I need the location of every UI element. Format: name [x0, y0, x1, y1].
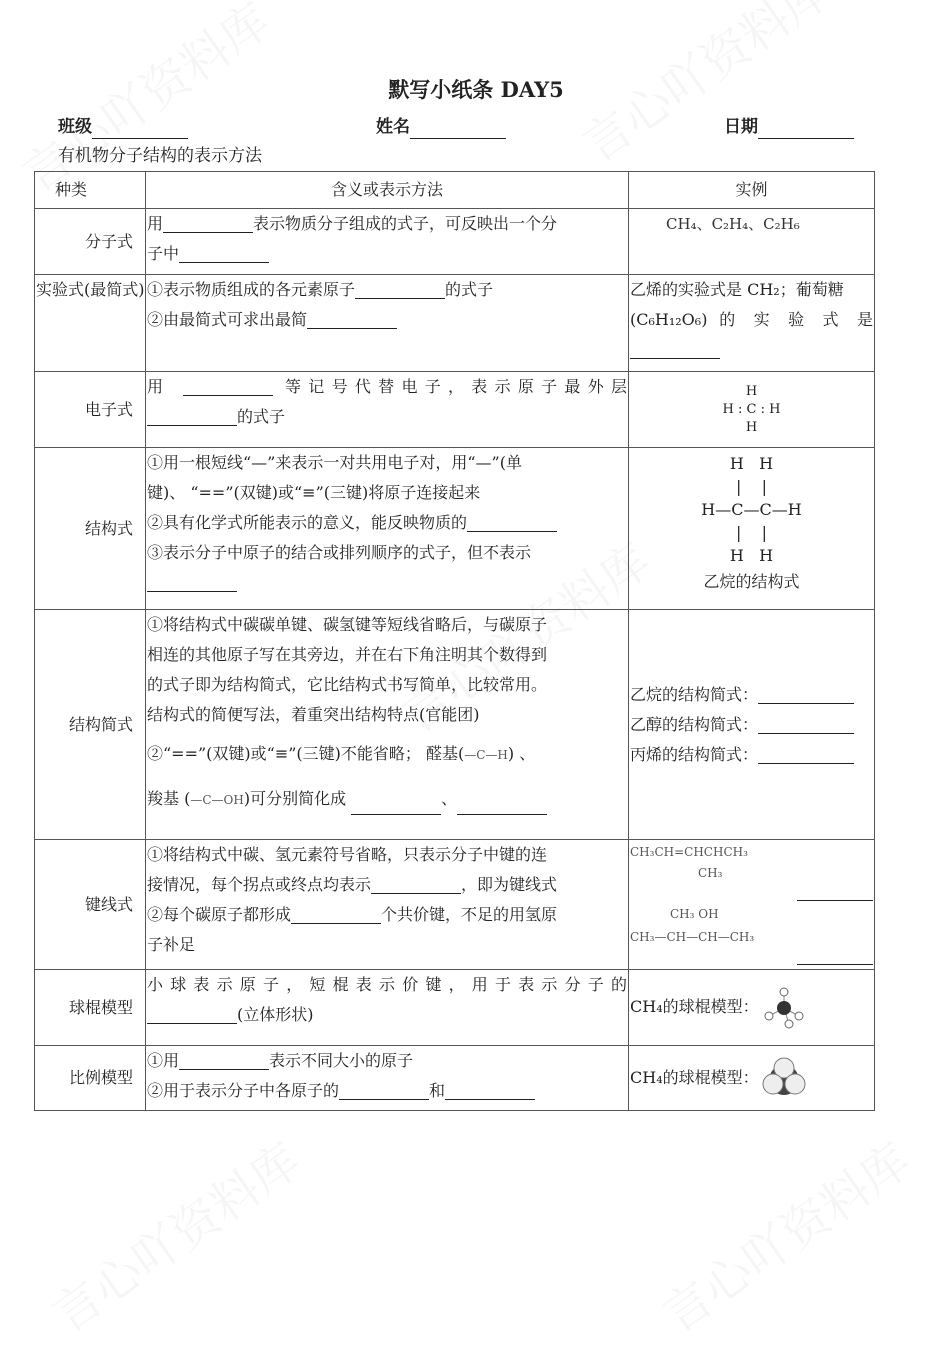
text: 子补足: [147, 935, 196, 954]
text: ①将结构式中碳、氢元素符号省略，只表示分子中键的连: [147, 845, 548, 864]
description-line: [147, 840, 627, 870]
name-label: 姓名: [376, 117, 410, 137]
example-text: 乙烯的实验式是 CH₂；葡萄糖: [630, 280, 844, 299]
description-line: [147, 448, 627, 478]
description-line: [147, 568, 627, 598]
text: 的式子即为结构简式，它比结构式书写简单，比较常用。: [147, 675, 548, 694]
description-line: [147, 970, 627, 1000]
text: 用: [147, 214, 164, 233]
example-text: 乙醇的结构简式：: [630, 714, 759, 734]
example-text: (C₆H₁₂O₆) 的 实 验 式 是: [630, 310, 873, 329]
example-text: CH₃—CH—CH—CH₃: [630, 930, 755, 944]
text: )可分别简化成: [243, 789, 352, 808]
example-text: CH₄的球棍模型：: [630, 1067, 759, 1087]
description-cell: [146, 209, 629, 275]
type-cell: 电子式: [35, 372, 146, 448]
text: ②用于表示分子中各原子的: [147, 1081, 340, 1100]
description-cell: [146, 970, 629, 1046]
example-text: CH₄的球棍模型：: [630, 997, 759, 1017]
example-line: [630, 710, 873, 740]
fill-blank[interactable]: [147, 573, 237, 592]
description-line: [147, 209, 627, 239]
fill-blank[interactable]: [797, 882, 873, 901]
fill-blank[interactable]: [630, 340, 720, 359]
ethane-structural-formula: H H | | H—C—C—H | | H H: [701, 454, 802, 565]
text: 子中: [147, 244, 180, 263]
example-line: [630, 680, 873, 710]
class-field[interactable]: [58, 115, 188, 139]
description-line: [147, 478, 627, 508]
text: ①将结构式中碳碳单键、碳氢键等短线省略后，与碳原子: [147, 615, 548, 634]
example-cell: [629, 372, 875, 448]
section-title: 有机物分子结构的表示方法: [58, 146, 262, 166]
text: 表示物质分子组成的式子，可反映出一个分: [253, 214, 558, 233]
table-row: [35, 610, 875, 840]
type-cell: 结构式: [35, 448, 146, 610]
description-line: [147, 1000, 627, 1030]
text: ②“==”(双键)或“≡”(三键)不能省略； 醛基(: [147, 744, 465, 763]
example-text: H: [745, 419, 758, 435]
column-header: 种类: [35, 172, 146, 209]
description-line: [147, 239, 627, 269]
fill-blank[interactable]: [758, 715, 854, 734]
table-row: [35, 209, 875, 275]
text: 键)、 “==”(双键)或“≡”(三键)将原子连接起来: [147, 483, 481, 502]
table-row: [35, 840, 875, 970]
example-text: CH₃ OH: [670, 907, 719, 921]
description-line: [147, 508, 627, 538]
text: 小球表示原子，短棍表示价键，用于表示分子的: [147, 975, 627, 994]
watermark: [36, 1124, 312, 1346]
space-filling-model-icon: [759, 1056, 809, 1100]
description-cell: [146, 840, 629, 970]
description-line: [147, 305, 627, 335]
type-cell: 键线式: [35, 840, 146, 970]
example-text: CH₄、C₂H₄、C₂H₆: [666, 215, 800, 233]
type-cell: 比例模型: [35, 1046, 146, 1111]
text: ①用: [147, 1051, 180, 1070]
example-line: [630, 985, 873, 1030]
example-cell: [629, 448, 875, 610]
fill-blank[interactable]: [291, 905, 381, 924]
example-line: [630, 1056, 873, 1101]
description-line: [147, 640, 627, 670]
functional-group-formula: —C—H: [464, 748, 508, 762]
text: (立体形状): [237, 1005, 314, 1024]
date-field[interactable]: [724, 115, 854, 139]
description-cell: [146, 610, 629, 840]
type-cell: 球棍模型: [35, 970, 146, 1046]
text: ①用一根短线“—”来表示一对共用电子对，用“—”(单: [147, 453, 522, 472]
text: ③表示分子中原子的结合或排列顺序的式子，但不表示: [147, 543, 532, 562]
description-line: [147, 930, 627, 960]
description-cell: [146, 1046, 629, 1111]
example-cell: [629, 209, 875, 275]
name-field[interactable]: [376, 115, 506, 139]
text: 等记号代替电子，表示原子最外层: [272, 377, 627, 396]
example-cell: [629, 970, 875, 1046]
description-line: [147, 730, 627, 778]
watermark: [646, 1124, 922, 1346]
example-text: CH₃: [698, 866, 723, 880]
fill-blank[interactable]: [147, 407, 237, 426]
table-row: [35, 970, 875, 1046]
description-line: [147, 670, 627, 700]
description-cell: [146, 275, 629, 372]
table-row: [35, 275, 875, 372]
description-cell: [146, 448, 629, 610]
text: 、: [441, 789, 458, 808]
example-cell: [629, 275, 875, 372]
fill-blank[interactable]: [339, 1081, 429, 1100]
description-line: [147, 275, 627, 305]
description-line: [147, 900, 627, 930]
text: 和: [429, 1081, 446, 1100]
text: 接情况，每个拐点或终点均表示: [147, 875, 372, 894]
description-cell: [146, 372, 629, 448]
fill-blank[interactable]: [163, 214, 253, 233]
example-text: 乙烷的结构简式：: [630, 684, 759, 704]
fill-blank[interactable]: [797, 946, 873, 965]
text: ，即为键线式: [461, 875, 558, 894]
description-line: [147, 1076, 627, 1106]
date-label: 日期: [724, 117, 758, 137]
example-text: CH₃CH=CHCHCH₃: [630, 845, 748, 859]
description-line: [147, 402, 627, 432]
fill-blank[interactable]: [351, 796, 441, 815]
description-line: [147, 700, 627, 730]
type-cell: 分子式: [35, 209, 146, 275]
fill-blank[interactable]: [179, 1051, 269, 1070]
table-row: [35, 372, 875, 448]
text: 羧基 (: [147, 789, 191, 808]
fill-blank[interactable]: [467, 513, 557, 532]
text: ②具有化学式所能表示的意义，能反映物质的: [147, 513, 468, 532]
fill-blank[interactable]: [445, 1081, 535, 1100]
description-line: [147, 372, 627, 402]
fill-blank[interactable]: [371, 875, 461, 894]
table-row: [35, 1046, 875, 1111]
text: 相连的其他原子写在其旁边，并在右下角注明其个数得到: [147, 645, 548, 664]
example-text: H: [745, 383, 758, 399]
page-title: 默写小纸条 DAY5: [388, 77, 564, 102]
text: 结构式的简便写法，着重突出结构特点(官能团): [147, 705, 480, 724]
example-text: 乙烷的结构式: [703, 572, 800, 591]
fill-blank[interactable]: [147, 1005, 237, 1024]
example-cell: [629, 1046, 875, 1111]
fill-blank[interactable]: [457, 796, 547, 815]
example-cell: [629, 610, 875, 840]
example-cell: [629, 840, 875, 970]
example-line: [630, 740, 873, 770]
fill-blank[interactable]: [355, 280, 445, 299]
class-label: 班级: [58, 117, 92, 137]
text: 的式子: [237, 407, 286, 426]
table-header-row: [35, 172, 875, 209]
text: 表示不同大小的原子: [269, 1051, 414, 1070]
description-line: [147, 1046, 627, 1076]
fill-blank[interactable]: [179, 244, 269, 263]
text: ①表示物质组成的各元素原子: [147, 280, 356, 299]
fill-blank[interactable]: [183, 377, 273, 396]
structure-table: [34, 171, 875, 1111]
example-text: 丙烯的结构简式：: [630, 744, 759, 764]
text: ②由最简式可求出最简: [147, 310, 308, 329]
fill-blank[interactable]: [307, 310, 397, 329]
example-text: H : C : H: [722, 401, 781, 417]
description-line: [147, 610, 627, 640]
description-line: [147, 538, 627, 568]
column-header: 含义或表示方法: [146, 172, 629, 209]
type-cell: 实验式(最简式): [35, 275, 146, 372]
column-header: 实例: [629, 172, 875, 209]
text: ) 、: [507, 744, 536, 763]
text: 个共价键，不足的用氢原: [381, 905, 558, 924]
fill-blank[interactable]: [758, 685, 854, 704]
text: 的式子: [445, 280, 494, 299]
text: ②每个碳原子都形成: [147, 905, 292, 924]
ball-stick-model-icon: [759, 986, 809, 1030]
description-line: [147, 778, 627, 820]
fill-blank[interactable]: [758, 745, 854, 764]
description-line: [147, 870, 627, 900]
text: 用: [147, 377, 183, 396]
functional-group-formula: —C—OH: [190, 793, 244, 807]
type-cell: 结构简式: [35, 610, 146, 840]
table-row: [35, 448, 875, 610]
